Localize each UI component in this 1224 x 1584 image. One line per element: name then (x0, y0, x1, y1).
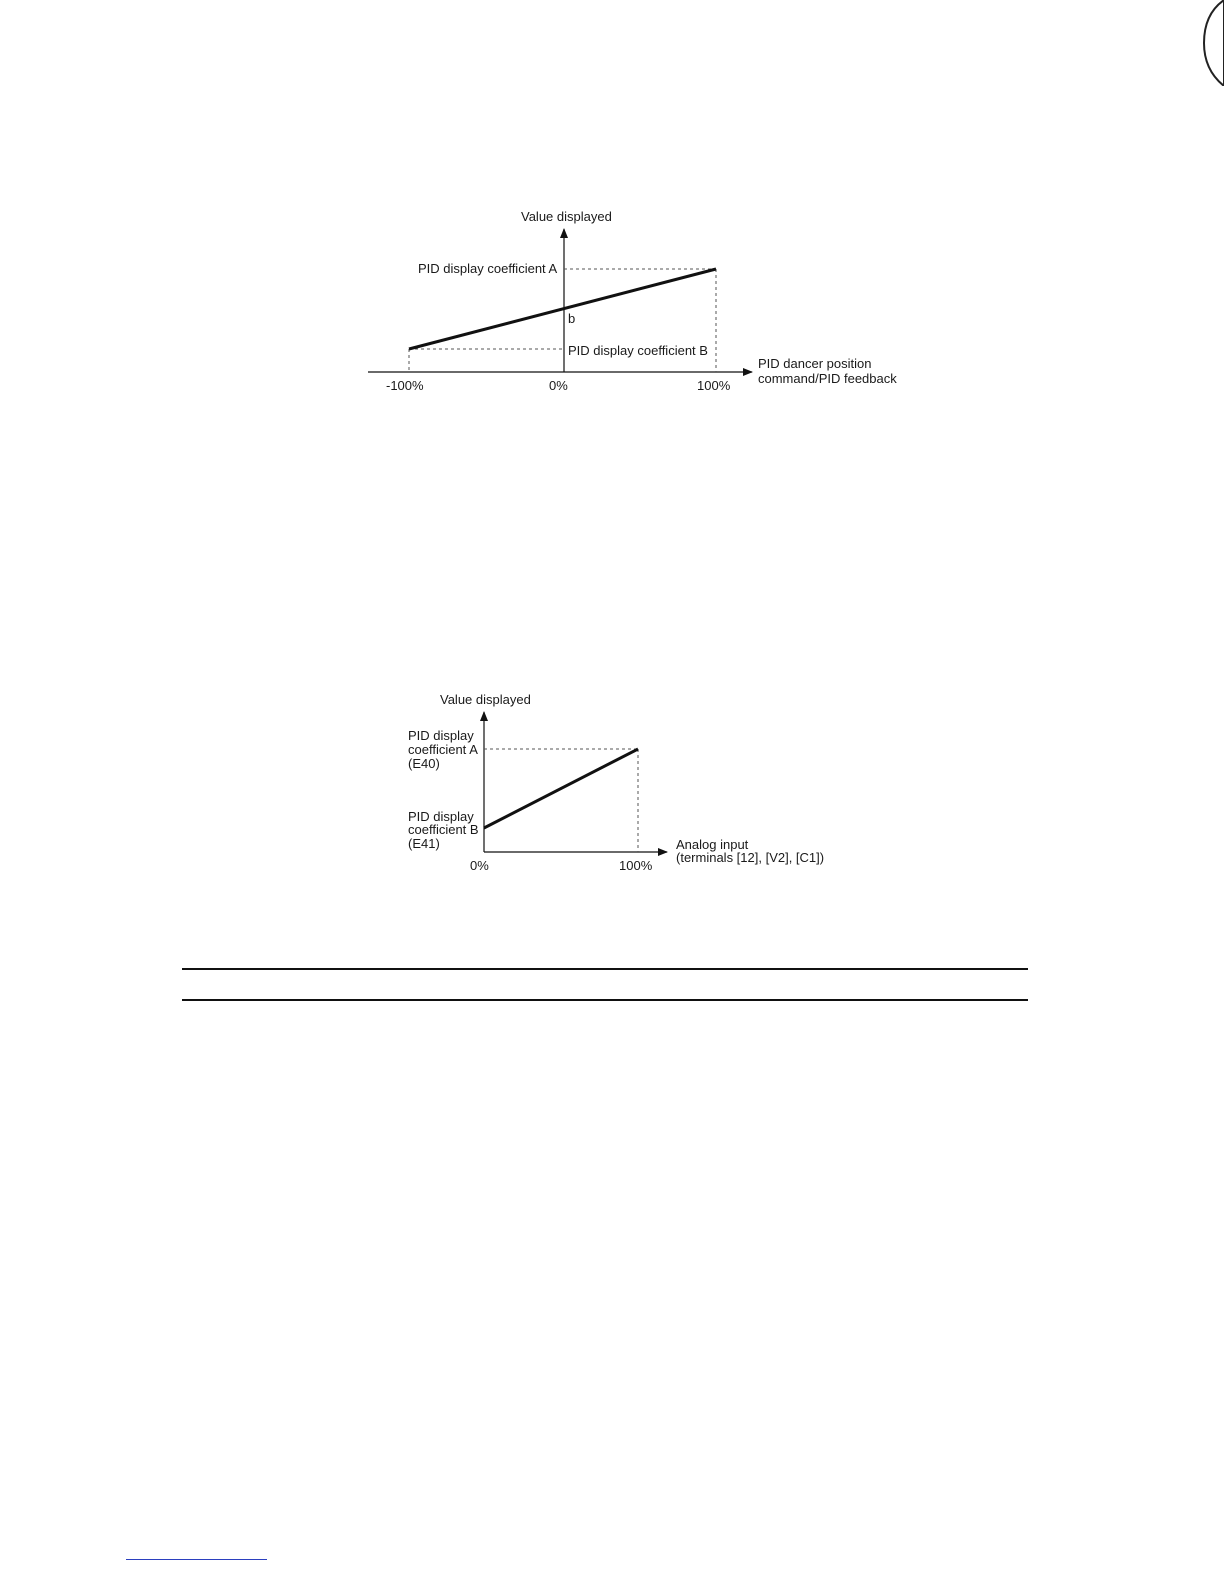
coef-a-label-line2: coefficient A (408, 742, 478, 757)
footnote-rule (126, 1559, 267, 1560)
characteristic-line (409, 269, 716, 349)
x-axis-label-line2: command/PID feedback (758, 371, 897, 386)
y-axis-label: Value displayed (521, 209, 612, 224)
coef-a-label-line3: (E40) (408, 756, 440, 771)
diagram-display-coefficient-bipolar (368, 209, 897, 393)
diagram-display-coefficient-analog (408, 692, 824, 873)
coef-b-label-line3: (E41) (408, 836, 440, 851)
section-rule-top (182, 968, 1028, 970)
section-rule-bottom (182, 999, 1028, 1001)
x-axis-label-line2: (terminals [12], [V2], [C1]) (676, 850, 825, 865)
x-axis-label-line1: Analog input (676, 837, 749, 852)
tick-label: 0% (549, 378, 568, 393)
coef-a-label: PID display coefficient A (418, 261, 558, 276)
tick-label: -100% (386, 378, 424, 393)
y-axis-label: Value displayed (440, 692, 531, 707)
coef-b-label-line1: PID display (408, 809, 474, 824)
coef-b-label-line2: coefficient B (408, 822, 479, 837)
characteristic-line (484, 749, 638, 828)
coef-b-label: PID display coefficient B (568, 343, 708, 358)
coef-a-label-line1: PID display (408, 728, 474, 743)
x-axis-label-line1: PID dancer position (758, 356, 872, 371)
tick-label: 100% (697, 378, 731, 393)
tick-label: 0% (470, 858, 489, 873)
tick-label: 100% (619, 858, 653, 873)
b-label: b (568, 311, 576, 326)
